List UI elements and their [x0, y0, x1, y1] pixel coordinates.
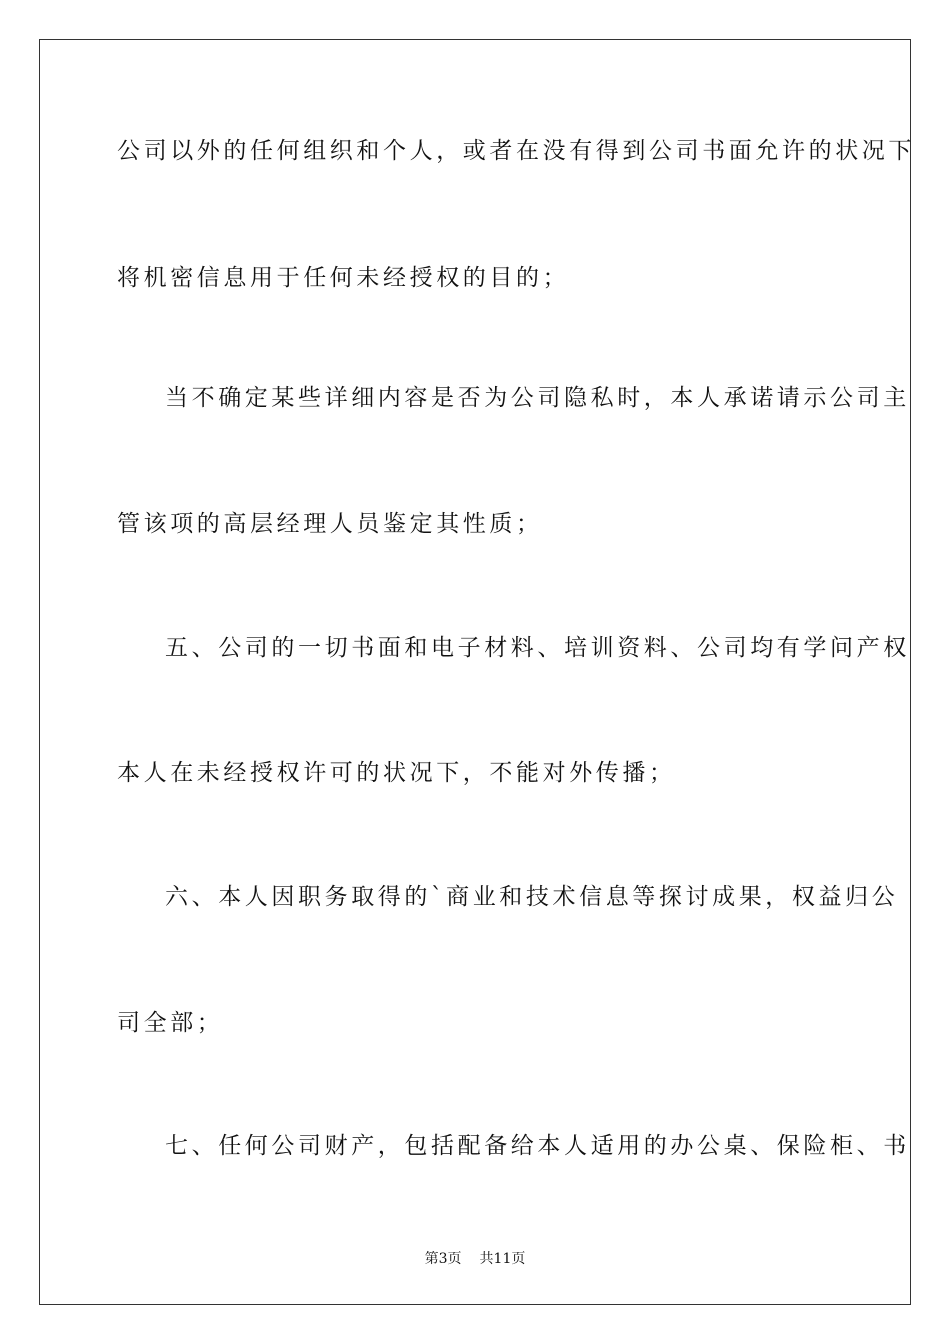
page-footer [0, 1248, 950, 1268]
text-line-7: 六、本人因职务取得的`商业和技术信息等探讨成果，权益归公 [165, 884, 899, 910]
text-line-9: 七、任何公司财产，包括配备给本人适用的办公桌、保险柜、书 [165, 1133, 910, 1159]
text-line-4: 管该项的高层经理人员鉴定其性质； [117, 511, 543, 537]
text-line-5: 五、公司的一切书面和电子材料、培训资料、公司均有学问产权 [165, 635, 910, 661]
text-line-3: 当不确定某些详细内容是否为公司隐私时，本人承诺请示公司主 [165, 385, 910, 411]
page-number: 第3页 [424, 1251, 462, 1267]
text-line-2: 将机密信息用于任何未经授权的目的； [117, 265, 570, 291]
page-total: 共11页 [479, 1251, 526, 1267]
page-border [39, 39, 911, 1305]
text-line-6: 本人在未经授权许可的状况下，不能对外传播； [117, 760, 676, 786]
text-line-1: 公司以外的任何组织和个人，或者在没有得到公司书面允许的状况下 [117, 138, 915, 164]
text-line-8: 司全部； [117, 1010, 224, 1036]
